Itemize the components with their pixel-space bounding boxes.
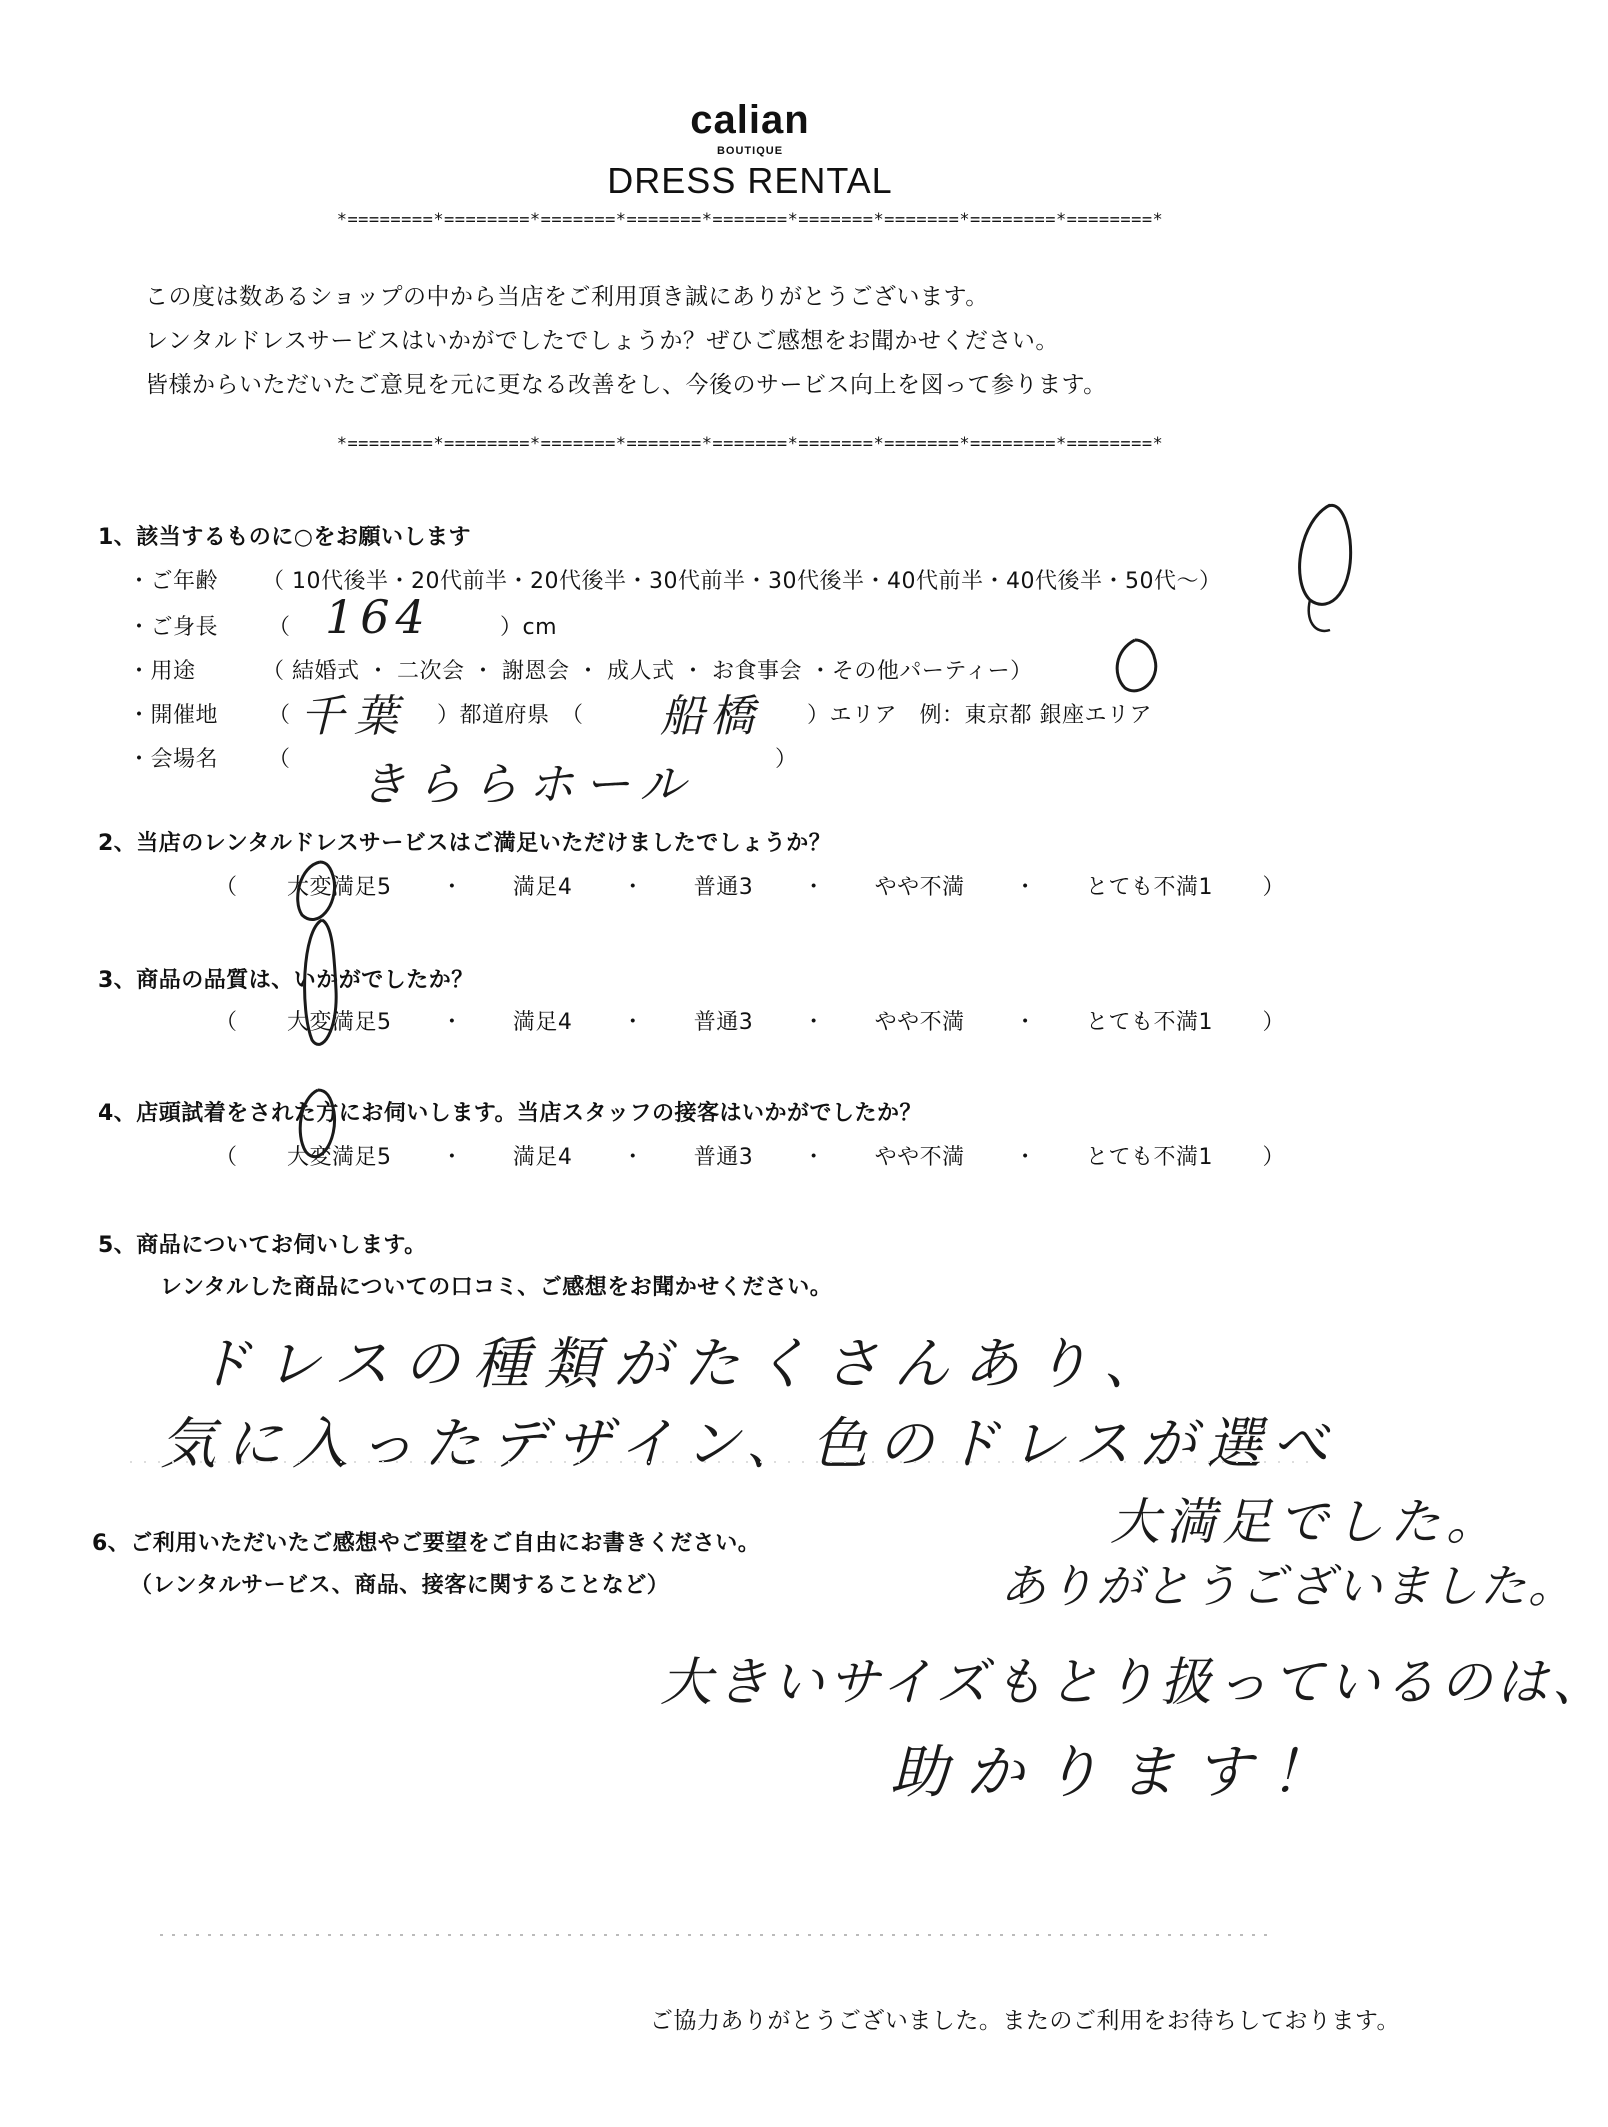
divider-bottom: *========*========*=======*=======*=======*=======*=======*========*========*: [336, 434, 1164, 454]
height-label: ・ご身長: [128, 615, 219, 640]
purpose-options[interactable]: （ 結婚式 ・ 二次会 ・ 謝恩会 ・ 成人式 ・ お食事会 ・その他パーティー）: [262, 659, 1033, 684]
q6-answer-line-1[interactable]: 大きいサイズもとり扱っているのは、: [660, 1653, 1608, 1713]
rating-close-paren: ）: [1262, 875, 1285, 900]
footer-thanks: ご協力ありがとうございました。またのご利用をお待ちしております。: [649, 2008, 1400, 2034]
q5-subheading: レンタルした商品についての口コミ、ご感想をお聞かせください。: [160, 1275, 833, 1300]
rating-option-5[interactable]: 大変満足5: [286, 1145, 392, 1170]
area-suffix: ）エリア 例：東京都 銀座エリア: [807, 703, 1152, 728]
q5-answer-line-2[interactable]: 気に入ったデザイン、色のドレスが選べ: [160, 1412, 1338, 1477]
intro-line-1: この度は数あるショップの中から当店をご利用頂き誠にありがとうございます。: [145, 284, 989, 310]
rating-separator: ・: [440, 1010, 464, 1035]
q6-subheading: （レンタルサービス、商品、接客に関することなど）: [130, 1573, 670, 1598]
rating-open-paren: （: [215, 1145, 238, 1170]
brand-sub-label: BOUTIQUE: [716, 145, 784, 157]
q6-answer-line-2[interactable]: 助かります！: [890, 1738, 1347, 1806]
age-label: ・ご年齢: [128, 569, 219, 594]
rating-separator: ・: [1014, 875, 1037, 900]
q1-heading: 1、該当するものに○をお願いします: [98, 525, 472, 550]
q5-answer-line-1[interactable]: ドレスの種類がたくさんあり、: [195, 1332, 1174, 1397]
prefecture-value[interactable]: 千葉: [300, 691, 408, 742]
form-title: DRESS RENTAL: [607, 160, 893, 201]
venue-open-paren: （: [268, 747, 291, 772]
rating-separator: ・: [802, 1145, 826, 1170]
intro-line-2: レンタルドレスサービスはいかがでしたでしょうか？ぜひご感想をお聞かせください。: [145, 328, 1059, 354]
place-label: ・開催地: [128, 703, 219, 728]
rating-separator: ・: [440, 875, 464, 900]
rating-open-paren: （: [215, 875, 238, 900]
divider-top: *========*========*=======*=======*=======*=======*=======*========*========*: [336, 210, 1164, 230]
rating-option-2[interactable]: やや不満: [874, 1010, 965, 1035]
q6-heading: 6、ご利用いただいたご感想やご要望をご自由にお書きください。: [92, 1531, 761, 1556]
place-open-paren: （: [268, 703, 291, 728]
rating-option-4[interactable]: 満足4: [512, 1010, 573, 1035]
q4-heading: 4、店頭試着をされた方にお伺いします。当店スタッフの接客はいかがでしたか？: [98, 1101, 923, 1126]
intro-line-3: 皆様からいただいたご意見を元に更なる改善をし、今後のサービス向上を図って参ります。: [145, 372, 1107, 398]
q3-heading: 3、商品の品質は、いかがでしたか？: [98, 968, 474, 993]
rating-option-1[interactable]: とても不満1: [1086, 1145, 1214, 1170]
q3-rating-row[interactable]: [215, 1005, 1285, 1036]
rating-option-4[interactable]: 満足4: [512, 875, 573, 900]
q5-answer-line-3[interactable]: 大満足でした。: [1110, 1493, 1502, 1551]
rating-open-paren: （: [215, 1010, 238, 1035]
rating-option-4[interactable]: 満足4: [512, 1145, 573, 1170]
age-circle-mark: [1300, 505, 1351, 604]
rating-option-3[interactable]: 普通3: [693, 1145, 754, 1170]
rating-separator: ・: [1014, 1145, 1037, 1170]
venue-close-paren: ）: [775, 747, 798, 772]
age-circle-tail: [1309, 600, 1330, 631]
rating-option-3[interactable]: 普通3: [693, 875, 754, 900]
rating-option-2[interactable]: やや不満: [874, 875, 965, 900]
area-value[interactable]: 船橋: [660, 691, 760, 742]
rating-option-1[interactable]: とても不満1: [1086, 875, 1214, 900]
height-unit: ）cm: [500, 615, 558, 640]
venue-label: ・会場名: [128, 747, 219, 772]
rating-option-3[interactable]: 普通3: [693, 1010, 754, 1035]
rating-option-5[interactable]: 大変満足5: [286, 875, 392, 900]
height-value[interactable]: 164: [325, 590, 431, 644]
rating-option-2[interactable]: やや不満: [874, 1145, 965, 1170]
purpose-circle-mark: [1117, 640, 1156, 691]
q2-rating-row[interactable]: [215, 870, 1285, 901]
rating-separator: ・: [621, 875, 645, 900]
rating-option-1[interactable]: とても不満1: [1086, 1010, 1214, 1035]
rating-separator: ・: [802, 1010, 826, 1035]
prefecture-suffix: ）都道府県 （: [437, 703, 584, 728]
rating-separator: ・: [621, 1010, 645, 1035]
rating-separator: ・: [440, 1145, 464, 1170]
rating-separator: ・: [1014, 1010, 1037, 1035]
rating-close-paren: ）: [1262, 1010, 1285, 1035]
age-options[interactable]: （ 10代後半・20代前半・20代後半・30代前半・30代後半・40代前半・40代後半・50代～）: [262, 569, 1222, 594]
q4-rating-row[interactable]: [215, 1140, 1285, 1171]
q5-answer-line-4[interactable]: ありがとうございました。: [1000, 1559, 1576, 1613]
rating-option-5[interactable]: 大変満足5: [286, 1010, 392, 1035]
rating-close-paren: ）: [1262, 1145, 1285, 1170]
brand-logo: calian: [690, 98, 810, 142]
rating-separator: ・: [802, 875, 826, 900]
rating-separator: ・: [621, 1145, 645, 1170]
purpose-label: ・用途: [128, 659, 196, 684]
q5-heading: 5、商品についてお伺いします。: [98, 1233, 427, 1258]
height-open-paren: （: [268, 615, 291, 640]
venue-value[interactable]: きららホール: [360, 757, 696, 811]
q2-heading: 2、当店のレンタルドレスサービスはご満足いただけましたでしょうか？: [98, 831, 832, 856]
